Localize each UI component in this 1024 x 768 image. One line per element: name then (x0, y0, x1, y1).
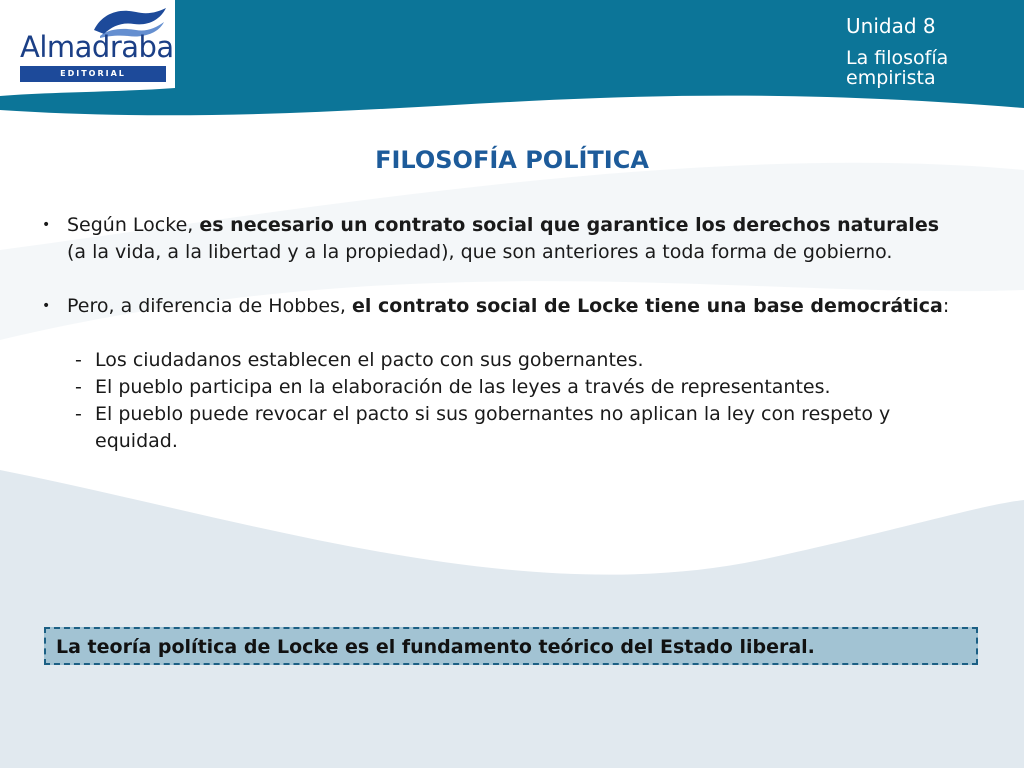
bullet-text: Pero, a diferencia de Hobbes, (67, 295, 352, 317)
logo-wordmark: Almadraba (20, 30, 174, 64)
unit-header (846, 14, 1016, 88)
logo-tagline: EDITORIAL (20, 66, 166, 82)
bullet-locke-contract (42, 212, 962, 266)
list-item-text: El pueblo participa en la elaboración de las leyes a través de representantes. (95, 376, 831, 398)
bullet-text: (a la vida, a la libertad y a la propiedad), que son anteriores a toda forma de gobierno. (67, 241, 893, 263)
unit-title: Unidad 8 (846, 14, 936, 38)
list-item-text: Los ciudadanos establecen el pacto con sus gobernantes. (95, 349, 644, 371)
dash-marker: - (75, 349, 82, 371)
bullet-dot-icon: • (42, 298, 51, 314)
unit-subtitle: La filosofía empirista (846, 47, 949, 89)
conclusion-callout (44, 627, 978, 665)
list-item (42, 401, 962, 455)
bullet-bold-text: es necesario un contrato social que garantice los derechos naturales (199, 214, 940, 236)
publisher-logo (20, 8, 174, 80)
dash-marker: - (75, 376, 82, 398)
callout-text: La teoría política de Locke es el fundamento teórico del Estado liberal. (56, 636, 815, 658)
list-item (42, 374, 962, 401)
slide-heading: FILOSOFÍA POLÍTICA (375, 146, 649, 174)
bullet-text: Según Locke, (67, 214, 200, 236)
bullet-democratic-basis (42, 293, 962, 320)
bullet-text: : (942, 295, 950, 317)
slide-body (42, 212, 962, 455)
bullet-dot-icon: • (42, 217, 51, 233)
bullet-bold-text: el contrato social de Locke tiene una base democrática (352, 295, 943, 317)
list-item (42, 347, 962, 374)
lower-wave-shape (0, 470, 1024, 768)
dash-marker: - (75, 403, 82, 425)
list-item-text: El pueblo puede revocar el pacto si sus gobernantes no aplican la ley con respeto y equidad. (95, 403, 891, 452)
democratic-features-list (42, 347, 962, 455)
